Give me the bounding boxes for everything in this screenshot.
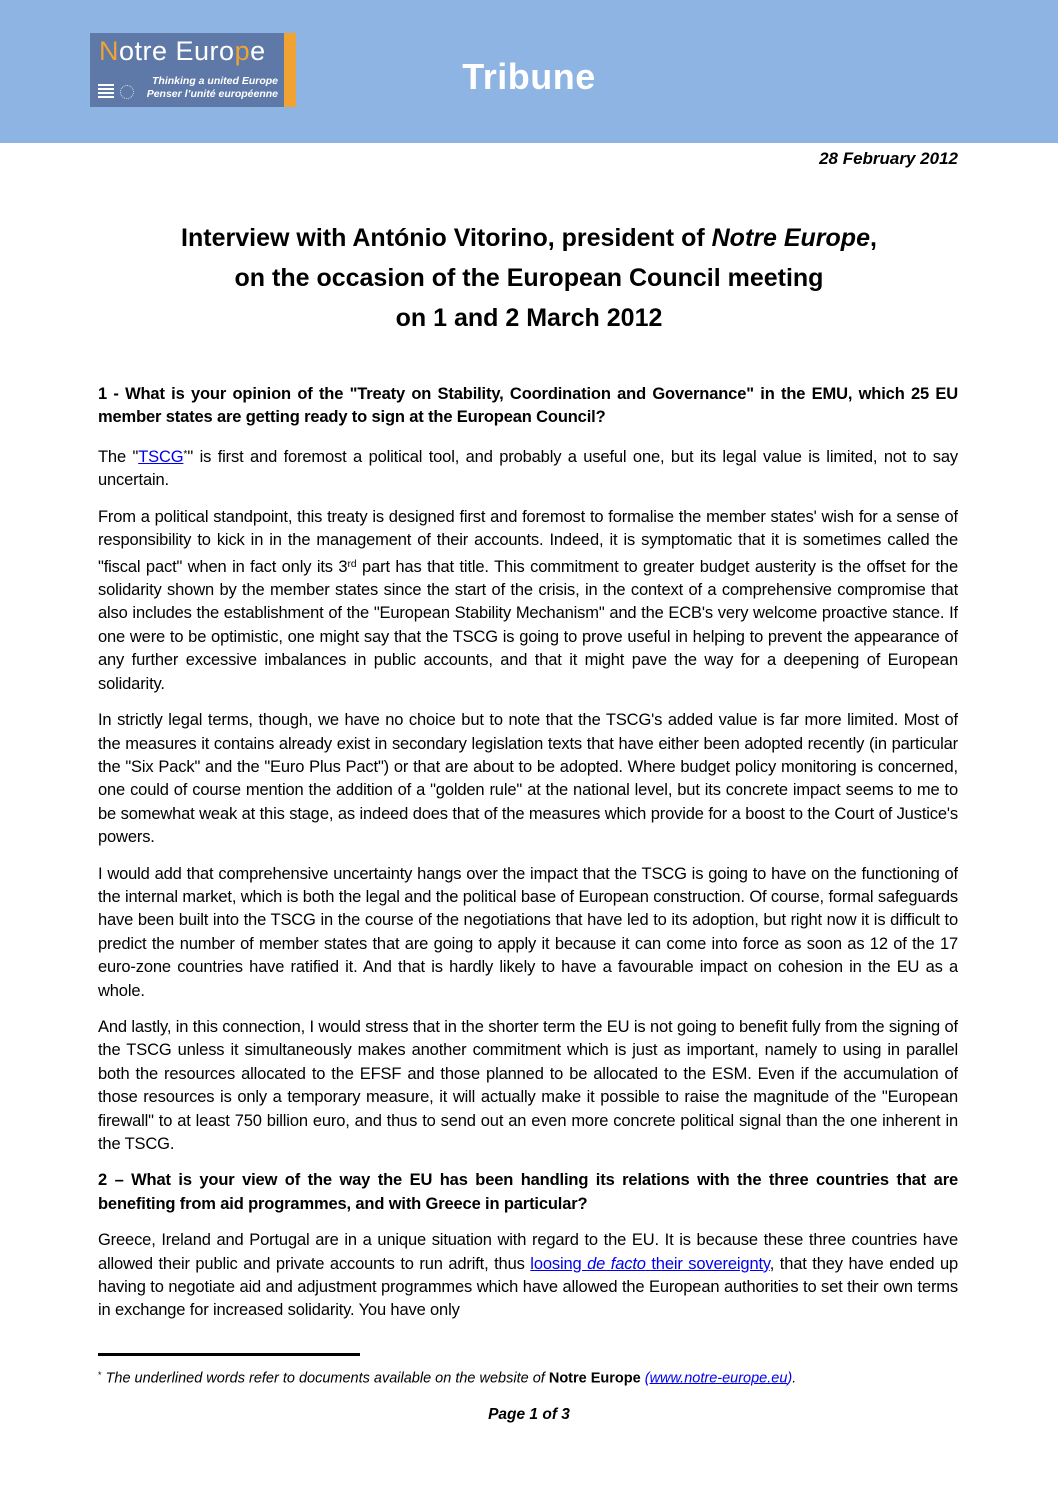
text-segment: , that they have ended up having to negotiate aid and adjustment programmes which have allowed the European authorities to set their own terms in exchange for increased solidarity. You have only (98, 1254, 958, 1320)
footnote (98, 1353, 958, 1388)
text-segment: part has that title. This commitment to greater budget austerity is the offset for the solidarity shown by the member states since the start of the crisis, in the context of a comprehensive compromise that also includes the establishment of the "European Stability Mechanism" and the ECB's very welcome proactive stance. If one were to be optimistic, one might say that the TSCG is going to prove useful in helping to prevent the appearance of any further excessive imbalances in public accounts, and that it might pave the way for a deepening of European solidarity. (98, 557, 958, 693)
body-paragraph (98, 1229, 958, 1323)
text-segment: ) (787, 1370, 793, 1387)
text-segment: The underlined words refer to documents available on the website of (101, 1370, 549, 1387)
text-segment: , (869, 224, 877, 252)
text-segment: 2 – What is your view of the way the EU has been handling its relations with the three countries that are benefiting from aid programmes, and with Greece in particular? (98, 1171, 958, 1213)
question-heading (98, 1169, 958, 1216)
loosing-sovereignty-link[interactable]: loosing (530, 1254, 588, 1273)
header-band (0, 0, 1058, 143)
document-title-line1 (0, 218, 1058, 258)
document-body (98, 375, 958, 1340)
text-segment: * (183, 448, 188, 460)
text-segment: N (99, 36, 119, 66)
text-segment: And lastly, in this connection, I would stress that in the shorter term the EU is not going to benefit fully from the signing of the TSCG unless it simultaneously makes another commitment which is just as important, namely to using in parallel both the resources allocated to the EFSF and those planned to be allocated to the ESM. Even if the accumulation of those resources is only a temporary measure, it will actually make it possible to raise the magnitude of the "European firewall" to at least 750 billion euro, and thus to send out an even more concrete political signal than the one inherent in the TSCG. (98, 1017, 958, 1153)
text-segment: ( (644, 1370, 650, 1387)
text-segment: " is first and foremost a political tool, and probably a useful one, but its legal value is limited, not to say uncertain. (98, 447, 958, 490)
text-segment: e (250, 36, 266, 66)
text-segment: . (792, 1370, 797, 1387)
body-paragraph (98, 709, 958, 849)
text-segment: In strictly legal terms, though, we have no choice but to note that the TSCG's added value is far more limited. Most of the measures it contains already exist in secondary legislation texts that have either been adopted recently (in particular the "Six Pack" and the "Euro Plus Pact") or that are about to be adopted. Where budget policy monitoring is concerned, one could of course mention the addition of a "golden rule" at the national level, but its concrete impact seems to me to be somewhat weak at this stage, as indeed does that of the measures which provide for a boost to the Court of Justice's powers. (98, 711, 958, 847)
text-segment: * (98, 1370, 102, 1380)
question-heading (98, 383, 958, 430)
text-segment: Notre Europe (548, 1370, 641, 1387)
footnote-separator-rule (98, 1353, 360, 1356)
text-segment: p (234, 36, 251, 66)
publication-title: Tribune (462, 56, 596, 97)
body-paragraph (98, 443, 958, 493)
document-title (0, 218, 1058, 338)
notre-europe-website-link[interactable]: www.notre-europe.eu (649, 1370, 788, 1387)
text-segment: Interview with António Vitorino, president of (181, 224, 712, 252)
text-segment: otre Euro (119, 36, 235, 66)
document-title-line3: on 1 and 2 March 2012 (395, 304, 663, 332)
text-segment: rd (347, 558, 357, 570)
text-segment: Greece, Ireland and Portugal are in a unique situation with regard to the EU. It is because these three countries have allowed their public and private accounts to run adrift, thus (98, 1231, 958, 1273)
loosing-sovereignty-link[interactable]: de facto (587, 1254, 646, 1273)
loosing-sovereignty-link[interactable]: their sovereignty (645, 1254, 770, 1273)
text-segment: Notre Europe (711, 224, 870, 252)
body-paragraph (98, 863, 958, 1003)
tscg-link[interactable]: TSCG (138, 447, 184, 466)
text-segment: The " (98, 447, 139, 466)
logo-tagline-en: Thinking a united Europe (152, 75, 278, 87)
text-segment: I would add that comprehensive uncertainty hangs over the impact that the TSCG is going to have on the functioning of the internal market, which is both the legal and the political base of European construction. Of course, formal safeguards have been built into the TSCG in the course of the negotiations that have led to its adoption, but right now it is difficult to predict the number of member states that are going to apply it because it can come into force as soon as 12 of the 17 euro-zone countries have ratified it. And that is hardly likely to have a favourable impact on cohesion in the EU as a whole. (98, 864, 958, 1000)
document-date: 28 February 2012 (819, 149, 958, 168)
text-segment: From a political standpoint, this treaty is designed first and foremost to formalise the member states' wish for a sense of responsibility to kick in in the management of their accounts. Indeed, it is symptomatic that it is sometimes called the "fiscal pact" when in fact only its 3 (98, 507, 958, 576)
logo-tagline-fr: Penser l’unité européenne (146, 87, 278, 100)
footnote-text (98, 1365, 958, 1388)
body-paragraph (98, 1016, 958, 1156)
page-number: Page 1 of 3 (488, 1406, 570, 1423)
text-segment: 1 - What is your opinion of the "Treaty on Stability, Coordination and Governance" in the EMU, which 25 EU member states are getting ready to sign at the European Council? (98, 385, 958, 427)
document-title-line2: on the occasion of the European Council meeting (234, 264, 824, 292)
body-paragraph (98, 506, 958, 696)
